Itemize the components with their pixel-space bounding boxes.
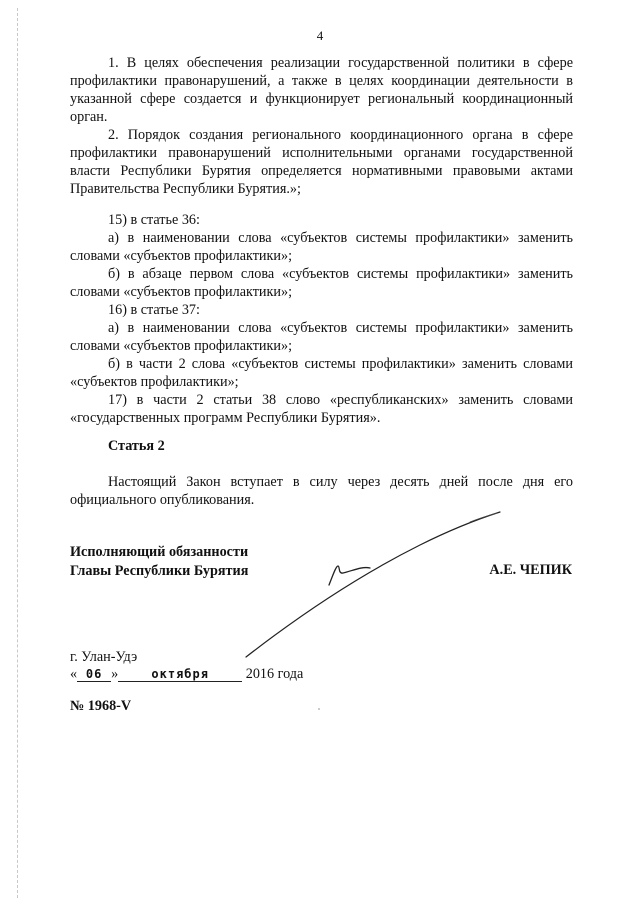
amendment-item: 17) в части 2 статьи 38 слово «республиканских» заменить словами «государственных программ Республики Бурятия». [70,392,573,426]
signatory-name: А.Е. ЧЕПИК [489,562,572,578]
scan-speck [318,708,320,710]
signatory-title-line1: Исполняющий обязанности [70,544,249,560]
amendment-item: 15) в статье 36: [108,212,200,228]
amendment-item: а) в наименовании слова «субъектов системы профилактики» заменить словами «субъектов профилактики»; [70,320,573,354]
signing-date [70,666,303,683]
amendment-item: 16) в статье 37: [108,302,200,318]
date-day: 06 [77,667,111,682]
amendment-item: б) в абзаце первом слова «субъектов системы профилактики» заменить словами «субъектов профилактики»; [70,266,573,300]
article-heading: Статья 2 [108,438,165,454]
date-open-quote: « [70,666,78,682]
place-of-signing: г. Улан-Удэ [70,649,138,665]
amendments-list [70,211,573,427]
page-edge-line [17,8,18,898]
paragraph: 1. В целях обеспечения реализации государственной политики в сфере профилактики правонарушений, а также в целях координации деятельности в указанной сфере создается и функционирует региональный координационный орган. [70,55,573,125]
law-number: № 1968-V [70,698,132,714]
amendment-item: б) в части 2 слова «субъектов системы профилактики» заменить словами «субъектов профилактики»; [70,356,573,390]
amendment-item: а) в наименовании слова «субъектов системы профилактики» заменить словами «субъектов профилактики»; [70,230,573,264]
paragraph: 2. Порядок создания регионального координационного органа в сфере профилактики правонарушений исполнительными органами государственной власти Республики Бурятия определяется нормативными правовыми актами Правительства Республики Бурятия.»; [70,127,573,197]
signatory-title [70,543,248,581]
page-number: 4 [316,28,324,43]
date-month: октября [118,667,242,682]
date-year: 2016 года [245,666,304,682]
date-close-quote: » [111,666,119,682]
article-text-block [70,54,573,198]
article-2-block [70,473,573,509]
signatory-title-line2: Главы Республики Бурятия [70,563,249,579]
article-2-text: Настоящий Закон вступает в силу через десять дней после дня его официального опубликования. [70,474,573,508]
